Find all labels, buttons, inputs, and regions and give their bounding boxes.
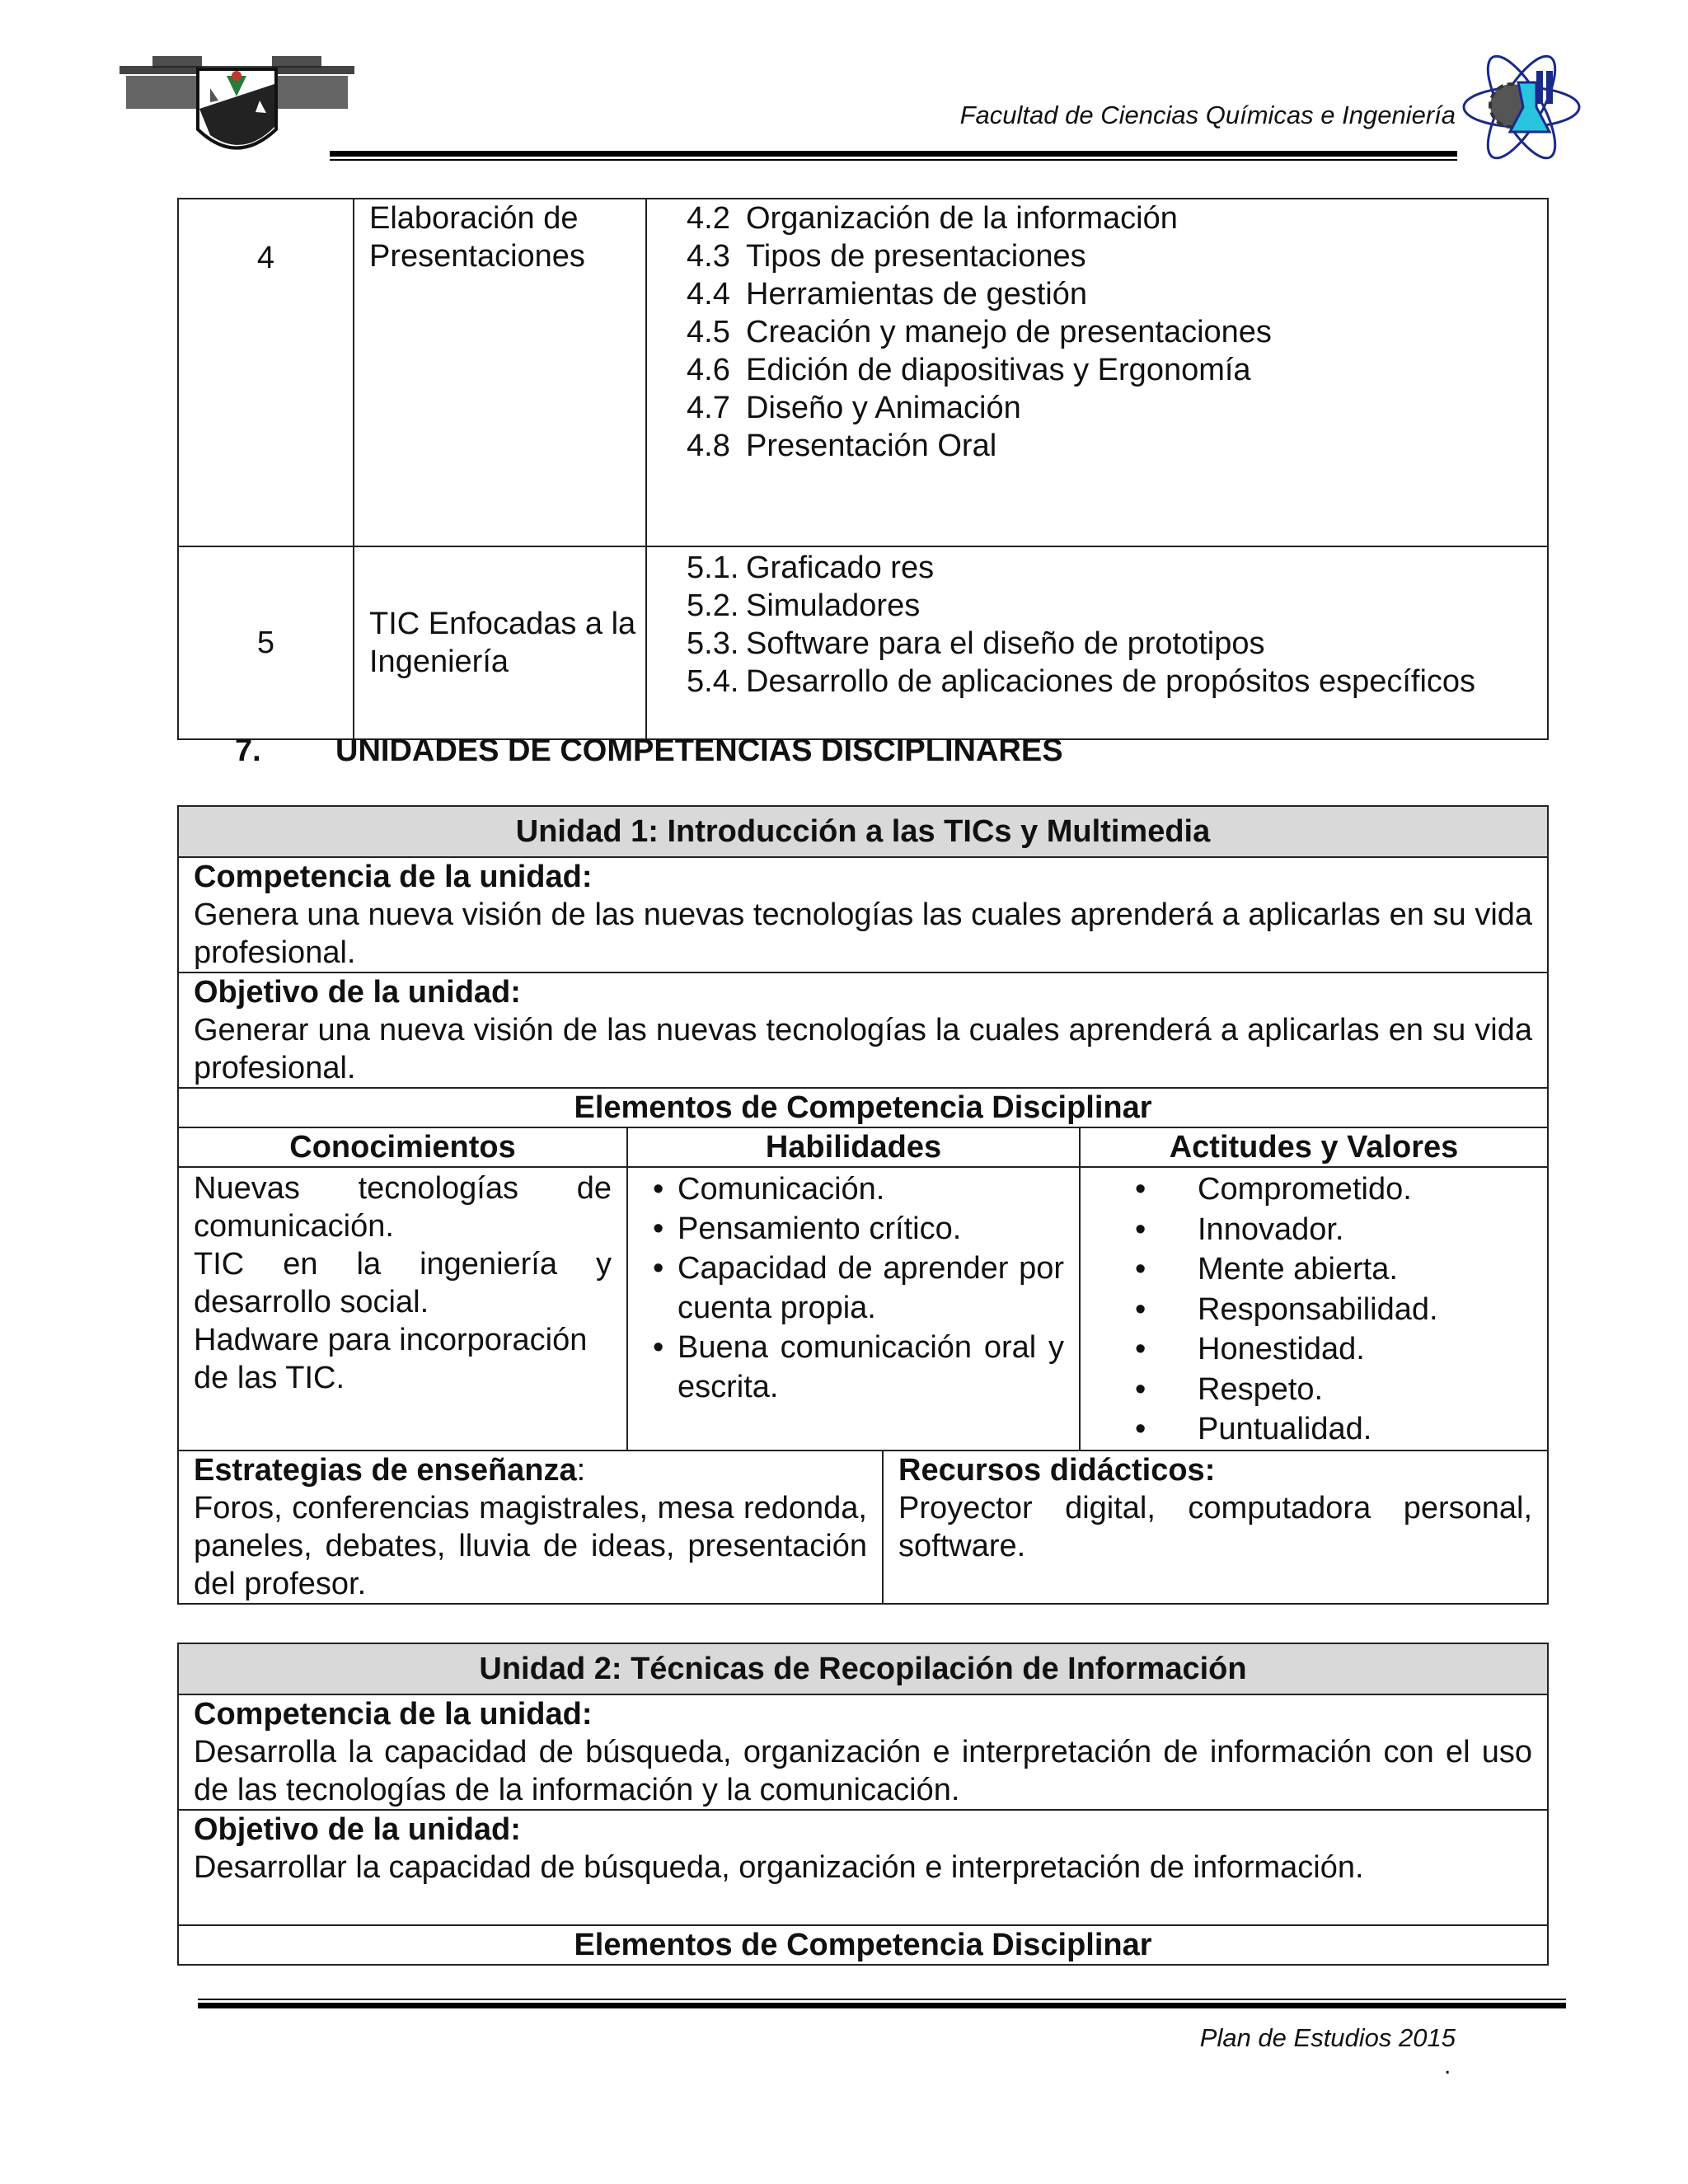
subtopic-item: 5.1. Graficado res <box>687 551 935 585</box>
column-header-actitudes: Actitudes y Valores <box>1080 1127 1548 1167</box>
habilidad-item: • Buena comunicación oral y escrita. <box>628 1328 1064 1407</box>
objetivo-text: Desarrollar la capacidad de búsqueda, organización e interpretación de información. <box>194 1850 1364 1885</box>
objetivo-label: Objetivo de la unidad: <box>194 1812 521 1847</box>
unit-objetivo <box>178 972 1548 1088</box>
faculty-name: Facultad de Ciencias Químicas e Ingeniería <box>959 101 1456 129</box>
footer-rule-thin <box>198 1999 1566 2000</box>
unit-title: Unidad 1: Introducción a las TICs y Multimedia <box>178 806 1548 857</box>
header-rule-thin <box>330 159 1457 161</box>
subtopic-item: 5.2. Simuladores <box>687 588 921 623</box>
actitud-item: • Responsabilidad. <box>1081 1290 1547 1330</box>
university-crest-logo <box>120 51 354 166</box>
objetivo-text: Generar una nueva visión de las nuevas tecnologías la cuales aprenderá a aplicarlas en su vida profesional. <box>194 1013 1533 1085</box>
topic-row <box>178 199 1548 546</box>
conocimiento-item: Hadware para incorporación de las TIC. <box>194 1323 588 1395</box>
objetivo-label: Objetivo de la unidad: <box>194 975 521 1010</box>
header-rule-thick <box>330 151 1457 157</box>
topic-name: TIC Enfocadas a la Ingeniería <box>354 546 646 739</box>
subtopic-item: 4.6 Edición de diapositivas y Ergonomía <box>687 353 1251 387</box>
topic-row <box>178 546 1548 739</box>
conocimiento-item: Nuevas tecnologías de comunicación. <box>194 1171 612 1244</box>
subtopic-item: 4.4 Herramientas de gestión <box>687 277 1087 312</box>
subtopic-item: 4.7 Diseño y Animación <box>687 391 1021 425</box>
elementos-heading: Elementos de Competencia Disciplinar <box>178 1925 1548 1965</box>
unit-2-table <box>177 1643 1549 1966</box>
habilidad-item: • Comunicación. <box>628 1169 1064 1209</box>
estrategias-colon: : <box>576 1453 586 1488</box>
plan-de-estudios: Plan de Estudios 2015 <box>1199 2023 1456 2052</box>
subtopic-item: 4.2 Organización de la información <box>687 201 1178 236</box>
actitud-item: • Mente abierta. <box>1081 1249 1547 1290</box>
competencia-label: Competencia de la unidad: <box>194 860 593 894</box>
competencia-label: Competencia de la unidad: <box>194 1697 593 1732</box>
topic-number: 5 <box>178 546 354 739</box>
competencia-text: Desarrolla la capacidad de búsqueda, organización e interpretación de información con el uso de las tecnologías de la información y la comunicación. <box>194 1735 1532 1807</box>
conocimientos-cell <box>178 1167 627 1451</box>
estrategias-cell <box>178 1451 883 1604</box>
habilidad-item: • Pensamiento crítico. <box>628 1209 1064 1249</box>
estrategias-label: Estrategias de enseñanza <box>194 1453 577 1488</box>
actitud-item: • Honestidad. <box>1081 1329 1547 1370</box>
section-heading <box>235 733 1063 769</box>
unit-competencia <box>178 1694 1548 1810</box>
recursos-label: Recursos didácticos: <box>898 1453 1216 1488</box>
habilidades-cell <box>627 1167 1080 1451</box>
conocimiento-item: TIC en la ingeniería y desarrollo social. <box>194 1247 612 1319</box>
subtopic-item: 4.3 Tipos de presentaciones <box>687 239 1086 274</box>
topic-subtopics <box>646 199 1548 546</box>
recursos-cell <box>883 1451 1548 1604</box>
subtopic-item: 5.3. Software para el diseño de prototipos <box>687 626 1265 661</box>
column-header-conocimientos: Conocimientos <box>178 1127 627 1167</box>
footer-dot: . <box>1444 2052 1451 2079</box>
actitud-item: • Respeto. <box>1081 1370 1547 1410</box>
competencia-text: Genera una nueva visión de las nuevas tecnologías las cuales aprenderá a aplicarlas en su vida profesional. <box>194 898 1533 970</box>
actitud-item: • Comprometido. <box>1081 1169 1547 1210</box>
recursos-text: Proyector digital, computadora personal, software. <box>898 1491 1533 1563</box>
footer-rule-thick <box>198 2003 1566 2008</box>
subtopic-item: 4.8 Presentación Oral <box>687 429 997 463</box>
content-topics-table <box>177 198 1549 740</box>
subtopic-item: 5.4. Desarrollo de aplicaciones de propósitos específicos <box>687 664 1476 699</box>
topic-subtopics <box>646 546 1548 739</box>
section-title: UNIDADES DE COMPETENCIAS DISCIPLINARES <box>335 733 1063 768</box>
habilidad-item: • Capacidad de aprender por cuenta propia. <box>628 1249 1064 1328</box>
section-number: 7. <box>235 733 261 768</box>
actitud-item: • Innovador. <box>1081 1210 1547 1250</box>
unit-1-table <box>177 805 1549 1605</box>
unit-title: Unidad 2: Técnicas de Recopilación de Información <box>178 1643 1548 1694</box>
column-header-habilidades: Habilidades <box>627 1127 1080 1167</box>
topic-name: Elaboración de Presentaciones <box>354 199 646 546</box>
subtopic-item: 4.5 Creación y manejo de presentaciones <box>687 315 1272 349</box>
actitudes-cell <box>1080 1167 1548 1451</box>
unit-objetivo <box>178 1810 1548 1925</box>
elementos-heading: Elementos de Competencia Disciplinar <box>178 1088 1548 1127</box>
estrategias-text: Foros, conferencias magistrales, mesa redonda, paneles, debates, lluvia de ideas, presentación del profesor. <box>194 1491 867 1601</box>
faculty-atom-logo <box>1461 49 1582 165</box>
unit-competencia <box>178 857 1548 972</box>
actitud-item: • Puntualidad. <box>1081 1409 1547 1450</box>
topic-number: 4 <box>178 199 354 546</box>
